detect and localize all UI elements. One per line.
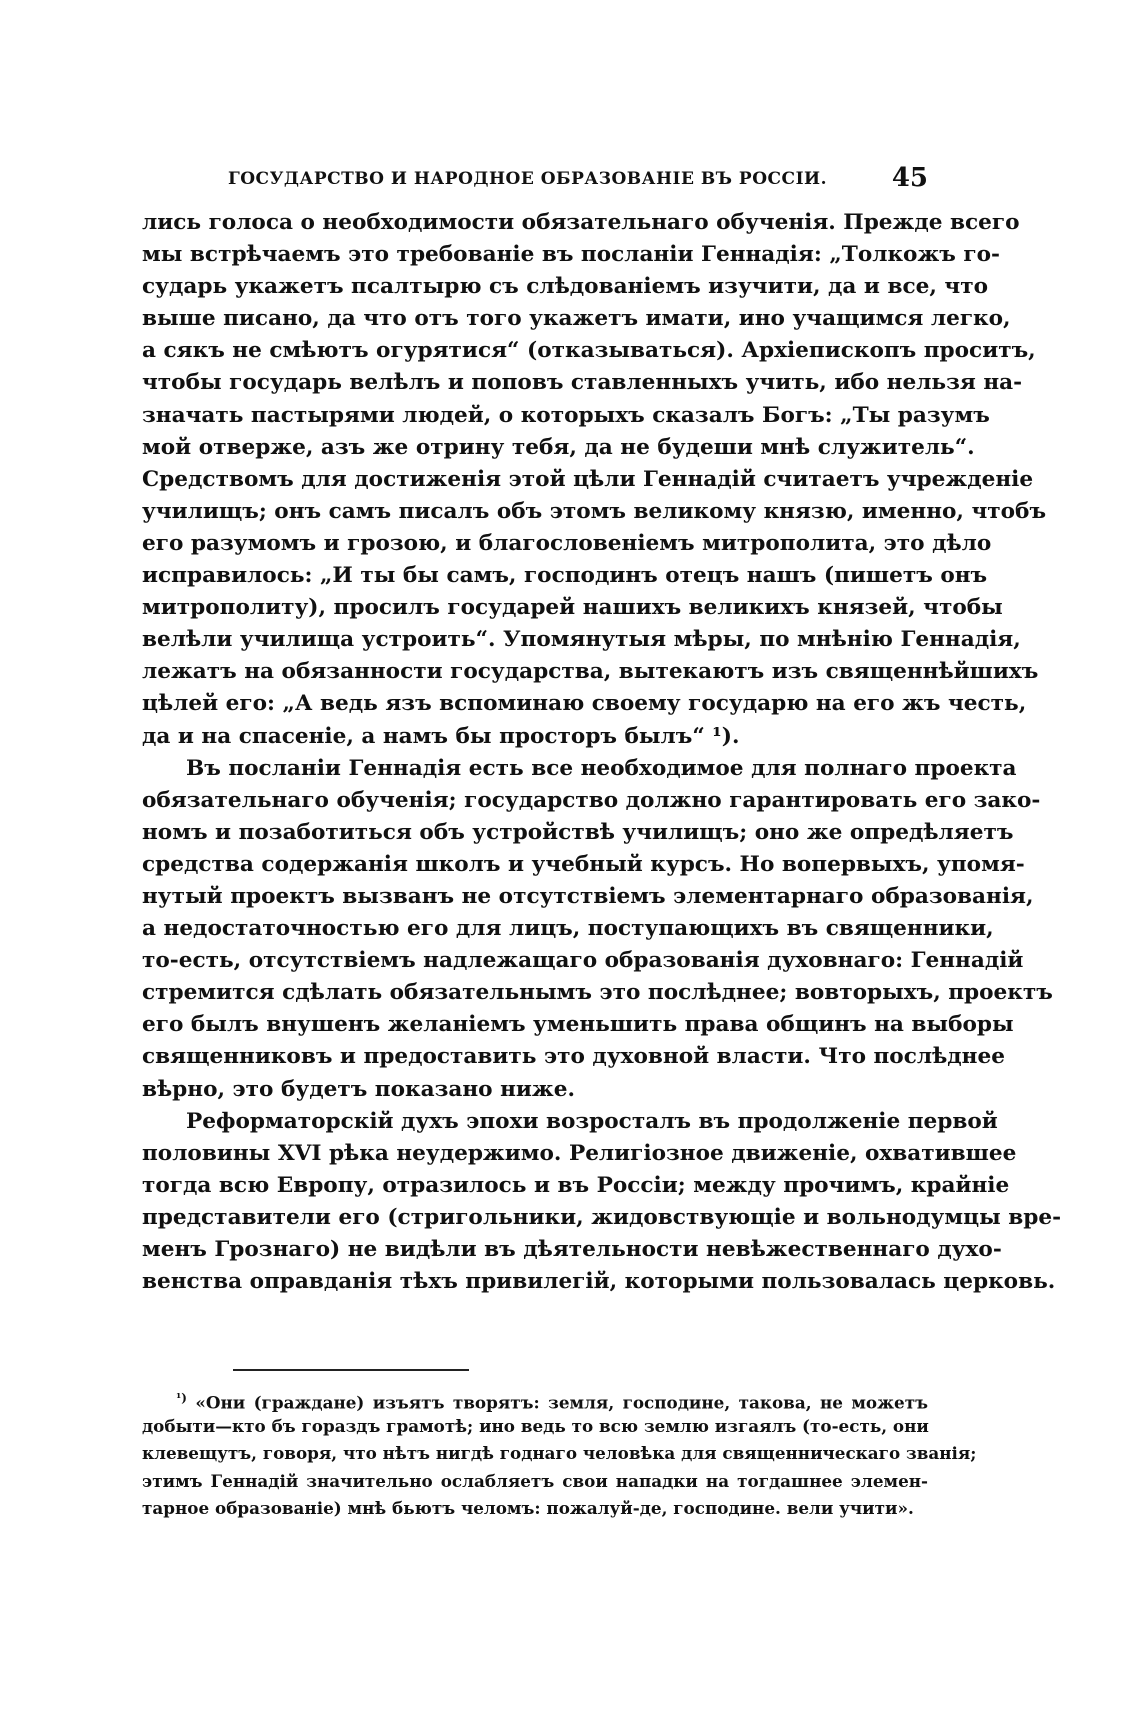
- paragraph: [142, 207, 1047, 753]
- text-line: его былъ внушенъ желаніемъ уменьшить права общинъ на выборы: [142, 1012, 1014, 1038]
- text-line: Въ посланіи Геннадія есть все необходимое для полнаго проекта: [186, 755, 1017, 781]
- text-line: средства содержанія школъ и учебный курсъ. Но вопервыхъ, упомя-: [142, 851, 1025, 877]
- page-header: [228, 163, 928, 203]
- text-line: обязательнаго обученія; государство должно гарантировать его зако-: [142, 787, 1041, 813]
- text-line: а недостаточностью его для лицъ, поступающихъ въ священники,: [142, 916, 994, 942]
- main-text: [142, 207, 1062, 1298]
- text-line: вѣрно, это будетъ показано ниже.: [142, 1076, 575, 1102]
- text-line: лежатъ на обязанности государства, вытекаютъ изъ священнѣйшихъ: [142, 659, 1039, 685]
- text-line: то-есть, отсутствіемъ надлежащаго образованія духовнаго: Геннадій: [142, 948, 1024, 974]
- text-line: Средствомъ для достиженія этой цѣли Геннадій считаетъ учрежденіе: [142, 466, 1034, 492]
- text-line: училищъ; онъ самъ писалъ объ этомъ великому князю, именно, чтобъ: [142, 498, 1047, 524]
- text-line: митрополиту), просилъ государей нашихъ великихъ князей, чтобы: [142, 595, 1003, 621]
- text-line: выше писано, да что отъ того укажетъ имати, ино учащимся легко,: [142, 306, 1011, 332]
- text-line: сударь укажетъ псалтырю съ слѣдованіемъ изучити, да и все, что: [142, 274, 988, 300]
- text-line: номъ и позаботиться объ устройствѣ училищъ; оно же опредѣляетъ: [142, 819, 1014, 845]
- text-line: а сякъ не смѣютъ огурятися“ (отказываться). Архіепископъ проситъ,: [142, 338, 1036, 364]
- text-line: половины XVI рѣка неудержимо. Религіозное движеніе, охватившее: [142, 1140, 1017, 1166]
- footnote: [142, 1385, 977, 1523]
- text-line: мы встрѣчаемъ это требованіе въ посланіи Геннадія: „Толкожъ го-: [142, 242, 1000, 268]
- footnote-divider: [233, 1369, 469, 1371]
- text-line: лись голоса о необходимости обязательнаго обученія. Прежде всего: [142, 210, 1020, 235]
- footnote-text: «Они (граждане) изъятъ творятъ: земля, господине, такова, не можетъ: [195, 1392, 929, 1413]
- text-line: значать пастырями людей, о которыхъ сказалъ Богъ: „Ты разумъ: [142, 402, 990, 428]
- paragraph: [142, 1106, 1062, 1299]
- text-line: цѣлей его: „А ведь язъ вспоминаю своему государю на его жъ честь,: [142, 691, 1027, 717]
- text-line: менъ Грознаго) не видѣли въ дѣятельности невѣжественнаго духо-: [142, 1237, 1002, 1262]
- footnote-line: добыти—кто бъ гораздъ грамотѣ; ино ведь то всю землю изгаялъ (то-есть, они: [142, 1415, 929, 1436]
- footnote-marker: ¹): [176, 1391, 187, 1405]
- text-line: священниковъ и предоставить это духовной власти. Что послѣднее: [142, 1044, 1005, 1070]
- text-line: исправилось: „И ты бы самъ, господинъ отецъ нашъ (пишетъ онъ: [142, 563, 988, 589]
- page-number: 45: [891, 163, 928, 193]
- text-line: Реформаторскій духъ эпохи возросталъ въ продолженіе первой: [186, 1108, 998, 1134]
- text-line: да и на спасеніе, а намъ бы просторъ былъ“ ¹).: [142, 723, 740, 749]
- text-line: чтобы государь велѣлъ и поповъ ставленныхъ учить, ибо нельзя на-: [142, 370, 1023, 396]
- running-title: ГОСУДАРСТВО И НАРОДНОЕ ОБРАЗОВАНІЕ ВЪ РОССІИ.: [228, 169, 828, 189]
- footnote-line: этимъ Геннадій значительно ослабляетъ свои нападки на тогдашнее элемен-: [142, 1470, 928, 1491]
- text-line: представители его (стригольники, жидовствующіе и вольнодумцы вре-: [142, 1204, 1062, 1230]
- text-line: тогда всю Европу, отразилось и въ Россіи; между прочимъ, крайніе: [142, 1172, 1010, 1198]
- footnote-line: тарное образованіе) мнѣ бьютъ челомъ: пожалуй-де, господине. вели учити».: [142, 1498, 914, 1519]
- text-line: венства оправданія тѣхъ привилегій, которыми пользовалась церковь.: [142, 1269, 1056, 1295]
- text-line: велѣли училища устроить“. Упомянутыя мѣры, по мнѣнію Геннадія,: [142, 627, 1021, 653]
- footnote-line: клевещутъ, говоря, что нѣтъ нигдѣ годнаго человѣка для священническаго званія;: [142, 1443, 977, 1464]
- paragraph: [142, 753, 1053, 1106]
- text-line: мой отверже, азъ же отрину тебя, да не будеши мнѣ служитель“.: [142, 434, 975, 460]
- text-line: нутый проектъ вызванъ не отсутствіемъ элементарнаго образованія,: [142, 883, 1034, 909]
- text-line: стремится сдѣлать обязательнымъ это послѣднее; вовторыхъ, проектъ: [142, 980, 1053, 1006]
- text-line: его разумомъ и грозою, и благословеніемъ митрополита, это дѣло: [142, 530, 992, 556]
- footnote-line: [176, 1385, 928, 1413]
